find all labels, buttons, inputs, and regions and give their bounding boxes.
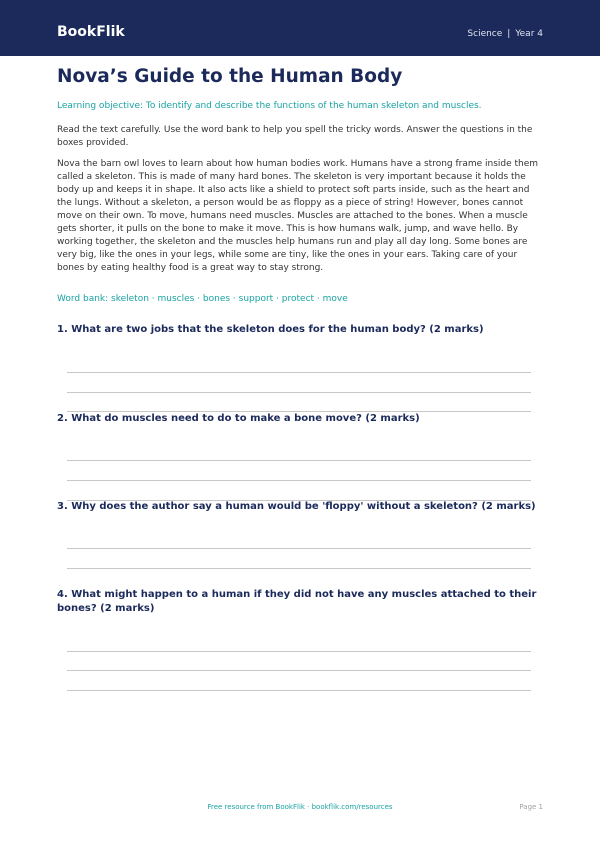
- question-2: 2. What do muscles need to do to make a bone move? (2 marks): [57, 413, 420, 424]
- page-number: Page 1: [519, 803, 543, 811]
- reading-passage: Nova the barn owl loves to learn about how human bodies work. Humans have a strong frame inside them called a skeleton. This is made of many hard bones. The skeleton is very important because it holds the body up and keeps it in shape. It also acts like a shield to protect soft parts inside, such as the heart and the lungs. Without a skeleton, a person would be as floppy as a piece of string! However, bones cannot move on their own. To move, humans need muscles. Muscles are attached to the bones. When a muscle gets shorter, it pulls on the bone to make it move. This is how humans walk, jump, and wave hello. By working together, the skeleton and the muscles help humans run and play all day long. Some bones are very big, like the ones in your legs, while some are tiny, like the ones in your ears. Taking care of your bones by eating healthy food is a great way to stay strong.: [57, 159, 539, 273]
- page-header: [0, 0, 600, 56]
- page-title: Nova’s Guide to the Human Body: [57, 66, 403, 87]
- instructions: Read the text carefully. Use the word bank to help you spell the tricky words. Answer the questions in the boxes provided.: [57, 125, 533, 148]
- answer-line[interactable]: [67, 670, 531, 671]
- answer-line[interactable]: [67, 690, 531, 691]
- answer-line[interactable]: [67, 460, 531, 461]
- question-3: 3. Why does the author say a human would be 'floppy' without a skeleton? (2 marks): [57, 501, 536, 512]
- answer-line[interactable]: [67, 568, 531, 569]
- question-4: 4. What might happen to a human if they did not have any muscles attached to their bones? (2 marks): [57, 589, 537, 614]
- answer-line[interactable]: [67, 372, 531, 373]
- answer-line[interactable]: [67, 548, 531, 549]
- subject-label: Science: [467, 29, 503, 39]
- answer-line[interactable]: [67, 480, 531, 481]
- learning-objective: Learning objective: To identify and describe the functions of the human skeleton and muscles.: [57, 101, 482, 111]
- footer-credit: Free resource from BookFlik · bookflik.com/resources: [207, 803, 393, 811]
- question-1: 1. What are two jobs that the skeleton does for the human body? (2 marks): [57, 324, 484, 335]
- word-bank: Word bank: skeleton · muscles · bones · support · protect · move: [57, 294, 348, 304]
- brand-logo-text: BookFlik: [57, 24, 125, 40]
- answer-line[interactable]: [67, 651, 531, 652]
- answer-line[interactable]: [67, 392, 531, 393]
- subject-year-label: [467, 28, 543, 40]
- separator: |: [507, 29, 511, 39]
- year-label: Year 4: [515, 29, 543, 39]
